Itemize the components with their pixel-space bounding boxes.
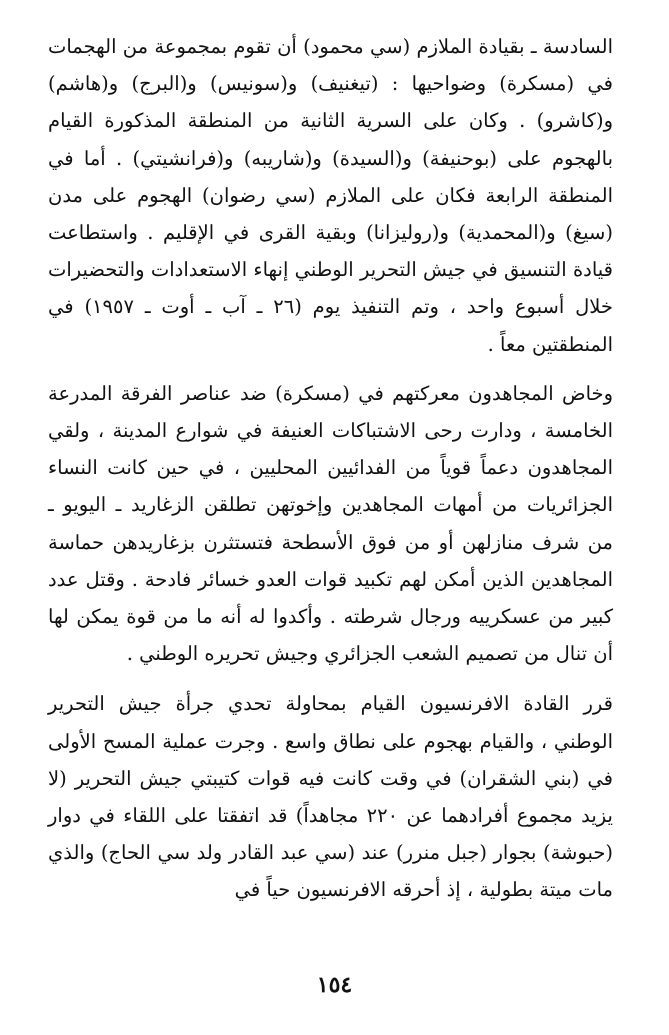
paragraph-3: قرر القادة الافرنسيون القيام بمحاولة تحدي جرأة جيش التحرير الوطني ، والقيام بهجوم على نطاق واسع . وجرت عملية المسح الأولى في (بني الشقران) في وقت كانت فيه قوات كتيبتي جيش التحرير (لا يزيد مجموع أفرادهما عن ٢٢٠ مجاهداً) قد اتفقتا على اللقاء في دوار (حبوشة) بجوار (جبل منرر) عند (سي عبد القادر ولد سي الحاج) والذي مات ميتة بطولية ، إذ أحرقه الافرنسيون حياً في (48, 692, 613, 902)
page-body (48, 28, 613, 909)
page-number: ١٥٤ (316, 972, 353, 998)
paragraph-1: السادسة ـ بقيادة الملازم (سي محمود) أن تقوم بمجموعة من الهجمات في (مسكرة) وضواحيها : (تيغنيف) و(سونيس) و(البرج) و(هاشم) و(كاشرو) . وكان على السرية الثانية من المنطقة المذكورة القيام بالهجوم على (بوحنيفة) و(السيدة) و(شاريبه) و(فرانشيتي) . أما في المنطقة الرابعة فكان على الملازم (سي رضوان) الهجوم على مدن (سيغ) و(المحمدية) و(روليزانا) وبقية القرى في الإقليم . واستطاعت قيادة التنسيق في جيش التحرير الوطني إنهاء الاستعدادات والتحضيرات خلال أسبوع واحد ، وتم التنفيذ يوم (٢٦ ـ آب ـ أوت ـ ١٩٥٧) في المنطقتين معاً . (48, 35, 613, 356)
paragraph-2: وخاض المجاهدون معركتهم في (مسكرة) ضد عناصر الفرقة المدرعة الخامسة ، ودارت رحى الاشتباكات العنيفة في شوارع المدينة ، ولقي المجاهدون دعماً قوياً من الفدائيين المحليين ، في حين كانت النساء الجزائريات من أمهات المجاهدين وإخوتهن تطلقن الزغاريد ـ اليويو ـ من شرف منازلهن أو من فوق الأسطحة فتستثرن بزغاريدهن حماسة المجاهدين الذين أمكن لهم تكبيد قوات العدو خسائر فادحة . وقتل عدد كبير من عسكرييه ورجال شرطته . وأكدوا له أنه ما من قوة يمكن لها أن تنال من تصميم الشعب الجزائري وجيش تحريره الوطني . (48, 381, 613, 666)
